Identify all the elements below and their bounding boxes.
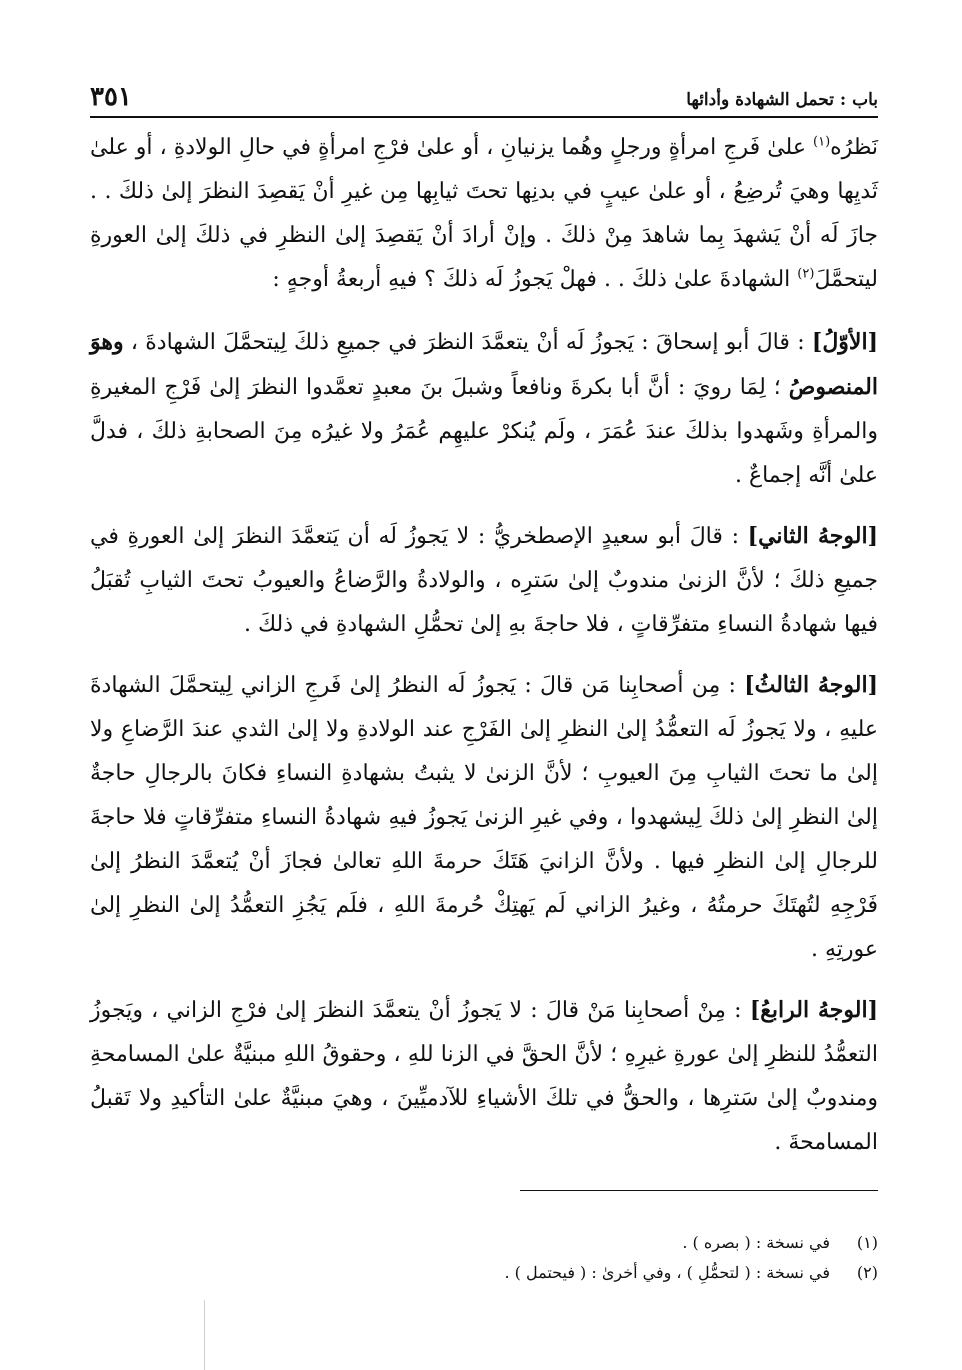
- body-text: [90, 126, 878, 1165]
- third-view-text: : مِن أصحابِنا مَن قالَ : يَجوزُ لَه النظرُ إلىٰ فَرجِ الزاني لِيتحمَّلَ الشهادةَ عليهِ ، ولا يَجوزُ لَه التعمُّدُ إلىٰ النظرِ إلىٰ الفَرْجِ عند الولادةِ ولا إلىٰ الثدي عندَ الرَّضاعِ ولا إلىٰ ما تحتَ الثيابِ مِنَ العيوبِ ؛ لأنَّ الزنىٰ لا يثبتُ بشهادةِ النساءِ فكانَ بالرجالِ حاجةٌ إلىٰ النظرِ إلىٰ ذلكَ لِيشهدوا ، وفي غيرِ الزنىٰ يَجوزُ فيهِ شهادةُ النساءِ متفرِّقاتٍ فلا حاجةَ للرجالِ إلىٰ النظرِ فيها . ولأنَّ الزانيَ هَتَكَ حرمةَ اللهِ تعالىٰ فجازَ أنْ يُتعمَّدَ النظرُ إلىٰ فَرْجِهِ لتُهتَكَ حرمتُهُ ، وغيرُ الزاني لَم يَهتِكْ حُرمةَ اللهِ ، فلَم يَجُزِ التعمُّدُ إلىٰ النظرِ إلىٰ عورتِهِ .: [90, 673, 878, 962]
- intro-text-start: نَظرُه: [830, 135, 878, 160]
- paragraph-intro: [90, 126, 878, 302]
- paragraph-third-view: [90, 663, 878, 972]
- page-number: ٣٥١: [90, 82, 132, 112]
- page-header: [90, 70, 878, 110]
- paragraph-second-view: [90, 514, 878, 647]
- fourth-view-text: : مِنْ أصحابِنا مَنْ قالَ : لا يَجوزُ أنْ يتعمَّدَ النظرَ إلىٰ فرْجِ الزاني ، ويَجوزُ التعمُّدُ للنظرِ إلىٰ عورةِ غيرِهِ ؛ لأنَّ الحقَّ في الزنا للهِ ، وحقوقُ اللهِ مبنيَّةٌ علىٰ المسامحةِ ومندوبٌ إلىٰ سَترِها ، والحقُّ في تلكَ الأشياءِ للآدميِّينَ ، وهيَ مبنيَّةٌ علىٰ التأكيدِ ولا تَقبلُ المسامحةَ .: [90, 998, 878, 1155]
- intro-text-middle: علىٰ فَرجِ امرأةٍ ورجلٍ وهُما يزنيانِ ، أو علىٰ فرْجِ امرأةٍ في حالِ الولادةِ ، أو علىٰ ثَديِها وهيَ تُرضِعُ ، أو علىٰ عيبٍ في بدنِها تحتَ ثيابِها مِن غيرِ أنْ يَقصِدَ النظرَ إلىٰ ذلكَ . . جازَ لَه أنْ يَشهدَ بِما شاهدَ مِنْ ذلكَ . وإنْ أرادَ أنْ يَقصِدَ إلىٰ النظرِ في ذلكَ إلىٰ العورةِ ليتحمَّلَ: [90, 135, 878, 292]
- first-view-text: : قالَ أبو إسحاقَ : يَجوزُ لَه أنْ يتعمَّدَ النظرَ في جميعِ ذلكَ لِيتحمَّلَ الشهادةَ ،: [123, 330, 812, 355]
- heading-fourth-view: [الوجهُ الرابعُ]: [749, 997, 878, 1023]
- paragraph-fourth-view: [90, 988, 878, 1165]
- footnote-1-number: (١): [856, 1233, 878, 1252]
- scan-margin-line: [204, 1300, 205, 1370]
- heading-first-view: [الأوّلُ]: [811, 329, 878, 355]
- running-title: باب : تحمل الشهادة وأدائها: [686, 90, 878, 110]
- footnotes: [90, 1228, 878, 1288]
- page: [90, 70, 878, 1181]
- paragraph-first-view: [90, 320, 878, 498]
- heading-third-view: [الوجهُ الثالثُ]: [744, 672, 878, 698]
- footnote-1: [90, 1228, 878, 1258]
- second-view-text: : قالَ أبو سعيدٍ الإصطخريُّ : لا يَجوزُ لَه أن يَتعمَّدَ النظرَ إلىٰ العورةِ في جميعِ ذلكَ ؛ لأنَّ الزنىٰ مندوبٌ إلىٰ سَترِه ، والولادةُ والرَّضاعُ والعيوبُ تحتَ الثيابِ تُقبَلُ فيها شهادةُ النساءِ متفرِّقاتٍ ، فلا حاجةَ بهِ إلىٰ تحمُّلِ الشهادةِ في ذلكَ .: [90, 524, 878, 637]
- first-view-bold: وهوَ المنصوصُ: [90, 329, 878, 400]
- footnote-2-text: في نسخة : ( لتحمُّلِ ) ، وفي أخرىٰ : ( فيحتمل ) .: [504, 1263, 830, 1282]
- header-rule: [90, 116, 878, 118]
- first-view-text-2: ؛ لِمَا رويَ : أنَّ أبا بكرةَ ونافعاً وشبلَ بنَ معبدٍ تعمَّدوا النظرَ إلىٰ فَرْجِ المغيرةِ والمرأةِ وشَهدوا بذلكَ عندَ عُمَرَ ، ولَم يُنكرْ عليهِم عُمَرُ ولا غيرُه مِنَ الصحابةِ ذلكَ ، فدلَّ علىٰ أنَّه إجماعٌ .: [90, 375, 878, 488]
- heading-second-view: [الوجهُ الثاني]: [747, 523, 878, 549]
- footnote-ref-1: (١): [813, 134, 831, 150]
- intro-text-end: الشهادةَ علىٰ ذلكَ . . فهلْ يَجوزُ لَه ذلكَ ؟ فيهِ أربعةُ أوجهٍ :: [272, 267, 798, 292]
- footnote-ref-2: (٢): [797, 266, 815, 282]
- footnote-1-text: في نسخة : ( بصره ) .: [682, 1233, 830, 1252]
- footnote-2: [90, 1258, 878, 1288]
- footnote-separator: [520, 1190, 878, 1191]
- footnote-2-number: (٢): [856, 1263, 878, 1282]
